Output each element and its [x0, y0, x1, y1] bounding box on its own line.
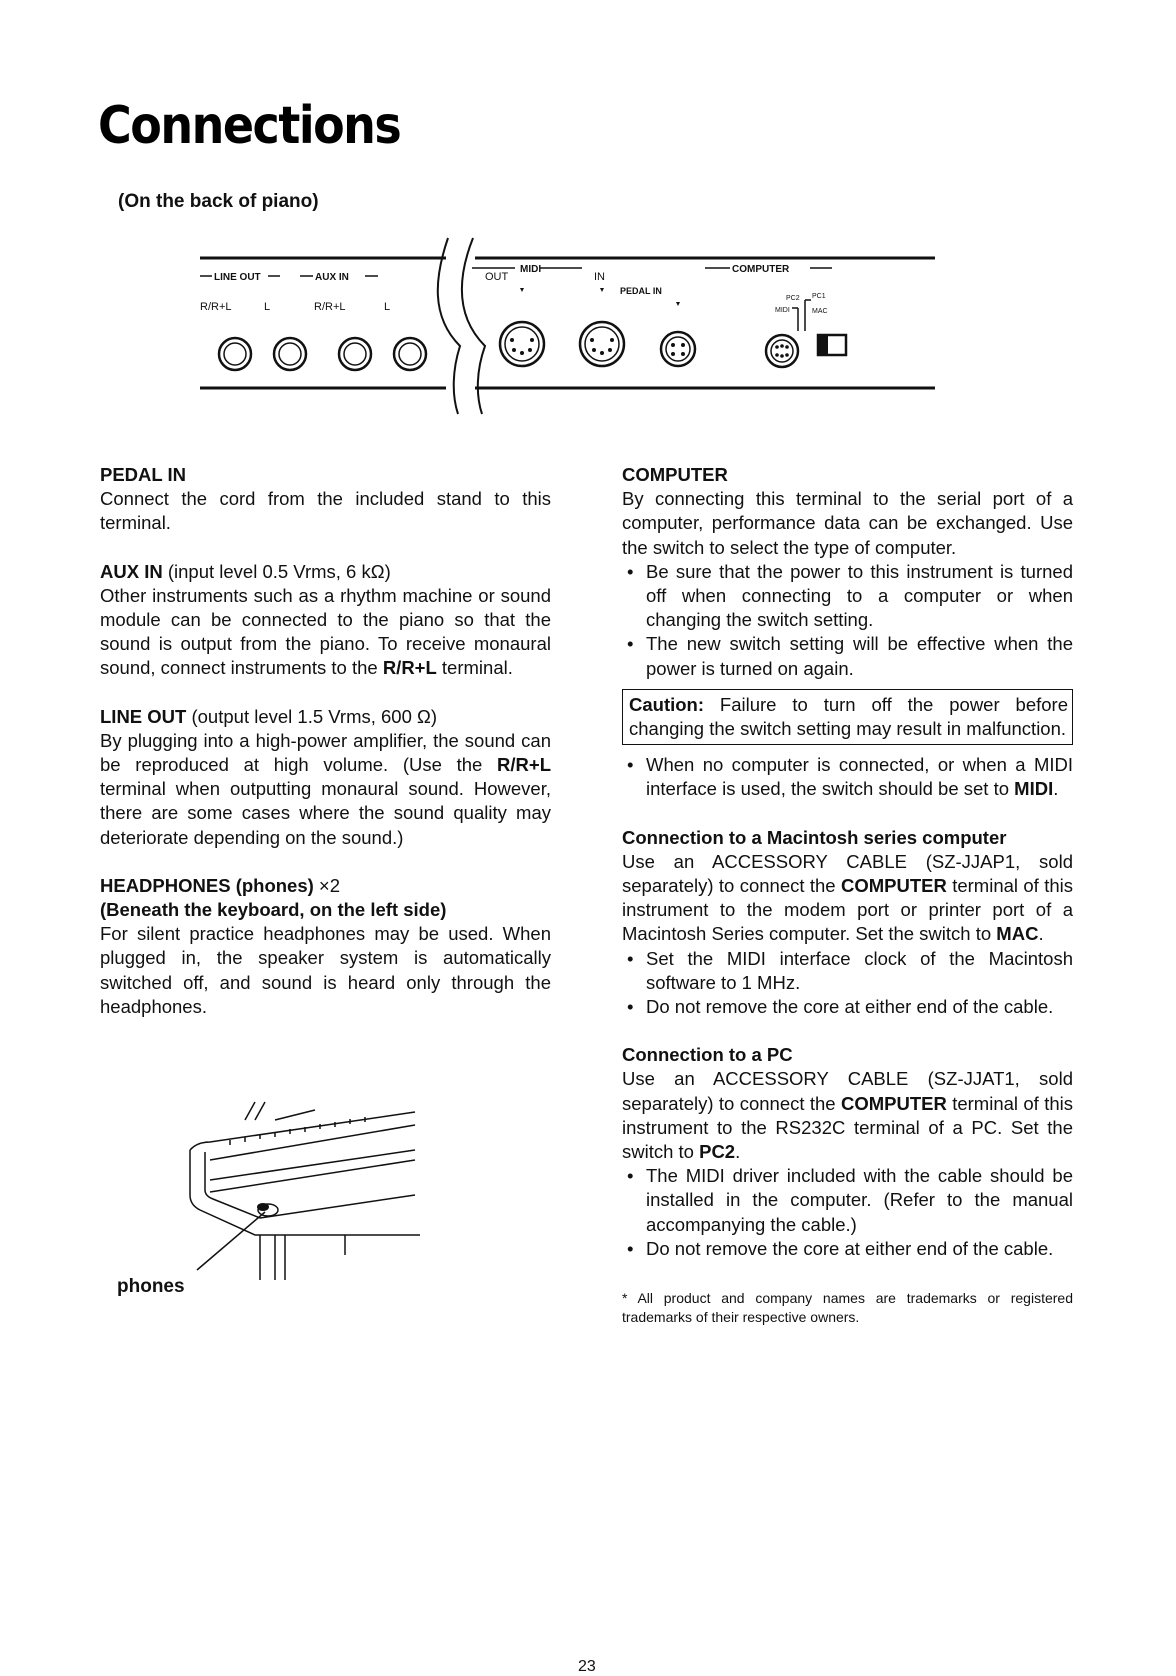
page-title: Connections [98, 95, 401, 156]
trademark-footnote: * All product and company names are trademarks or registered trademarks of their respective owners. [622, 1290, 1073, 1326]
pc-bullets [622, 1164, 1073, 1261]
computer-label: COMPUTER [732, 264, 790, 275]
line-out-label: LINE OUT [214, 272, 261, 283]
midi-out-label: OUT [485, 271, 509, 283]
phones-label: phones [117, 1276, 185, 1297]
mac-heading: Connection to a Macintosh series computer [622, 826, 1007, 848]
list-item: • Do not remove the core at either end of the cable. [622, 1237, 1073, 1261]
pc-text: Use an ACCESSORY CABLE (SZ-JJAT1, sold separately) to connect the COMPUTER terminal of this instrument to the RS232C terminal of a PC. Set the switch to PC2. [622, 1068, 1073, 1163]
pedal-in-heading: PEDAL IN [100, 464, 187, 485]
list-item: • The MIDI driver included with the cable should be installed in the computer. (Refer to the manual accompanying the cable.) [622, 1164, 1073, 1237]
line-out-l-label: L [264, 301, 271, 313]
midi-label: MIDI [520, 264, 542, 275]
back-panel-diagram [190, 236, 950, 416]
line-out-rl-label: R/R+L [200, 301, 232, 313]
caution-box: Caution: Failure to turn off the power before changing the switch setting may result in malfunction. [622, 689, 1073, 745]
subtitle: (On the back of piano) [118, 191, 319, 212]
pedal-in-text: Connect the cord from the included stand to this terminal. [100, 488, 551, 534]
switch-midi-label: MIDI [775, 307, 790, 314]
pc-heading: Connection to a PC [622, 1044, 793, 1066]
computer-bullets [622, 560, 1073, 681]
mac-text: Use an ACCESSORY CABLE (SZ-JJAP1, sold separately) to connect the COMPUTER terminal of this instrument to the modem port or printer port of a Macintosh Series computer. Set the switch to MAC. [622, 850, 1073, 945]
list-item: • Be sure that the power to this instrument is turned off when connecting to a computer or when changing the switch setting. [622, 560, 1073, 633]
computer-heading: COMPUTER [622, 464, 728, 485]
midi-bullets [622, 753, 1073, 801]
computer-text: By connecting this terminal to the serial port of a computer, performance data can be exchanged. Use the switch to select the type of computer. [622, 488, 1073, 558]
aux-in-label: AUX IN [315, 272, 349, 283]
switch-mac-label: MAC [812, 308, 828, 315]
list-item: • Set the MIDI interface clock of the Macintosh software to 1 MHz. [622, 947, 1073, 995]
mac-bullets [622, 947, 1073, 1020]
midi-in-label: IN [594, 271, 605, 283]
switch-pc1-label: PC1 [812, 293, 826, 300]
switch-pc2-label: PC2 [786, 295, 800, 302]
page-number: 23 [578, 1658, 596, 1675]
headphones-heading: HEADPHONES (phones) ×2 [100, 874, 341, 896]
headphones-text: For silent practice headphones may be used. When plugged in, the speaker system is automatically switched off, and sound is heard only through the headphones. [100, 923, 551, 1017]
line-out-heading: LINE OUT (output level 1.5 Vrms, 600 Ω) [100, 705, 438, 727]
aux-in-l-label: L [384, 301, 391, 313]
list-item: • Do not remove the core at either end of the cable. [622, 995, 1073, 1019]
aux-in-text: Other instruments such as a rhythm machine or sound module can be connected to the piano so that the sound is output from the piano. To receive monaural sound, connect instruments to the R/R+L terminal. [100, 584, 551, 679]
line-out-text: By plugging into a high-power amplifier, the sound can be reproduced at high volume. (Use the R/R+L terminal when outputting monaural sound. However, there are some cases where the sound quality may deteriorate depending on the sound.) [100, 729, 551, 848]
headphones-illustration [185, 1100, 425, 1280]
left-column [100, 463, 551, 1019]
list-item: • When no computer is connected, or when a MIDI interface is used, the switch should be set to MIDI. [622, 753, 1073, 801]
aux-in-heading: AUX IN (input level 0.5 Vrms, 6 kΩ) [100, 560, 391, 582]
headphones-subheading: (Beneath the keyboard, on the left side) [100, 899, 447, 921]
right-column [622, 463, 1073, 1327]
pedal-in-label: PEDAL IN [620, 286, 662, 296]
list-item: • The new switch setting will be effective when the power is turned on again. [622, 632, 1073, 680]
aux-in-rl-label: R/R+L [314, 301, 346, 313]
